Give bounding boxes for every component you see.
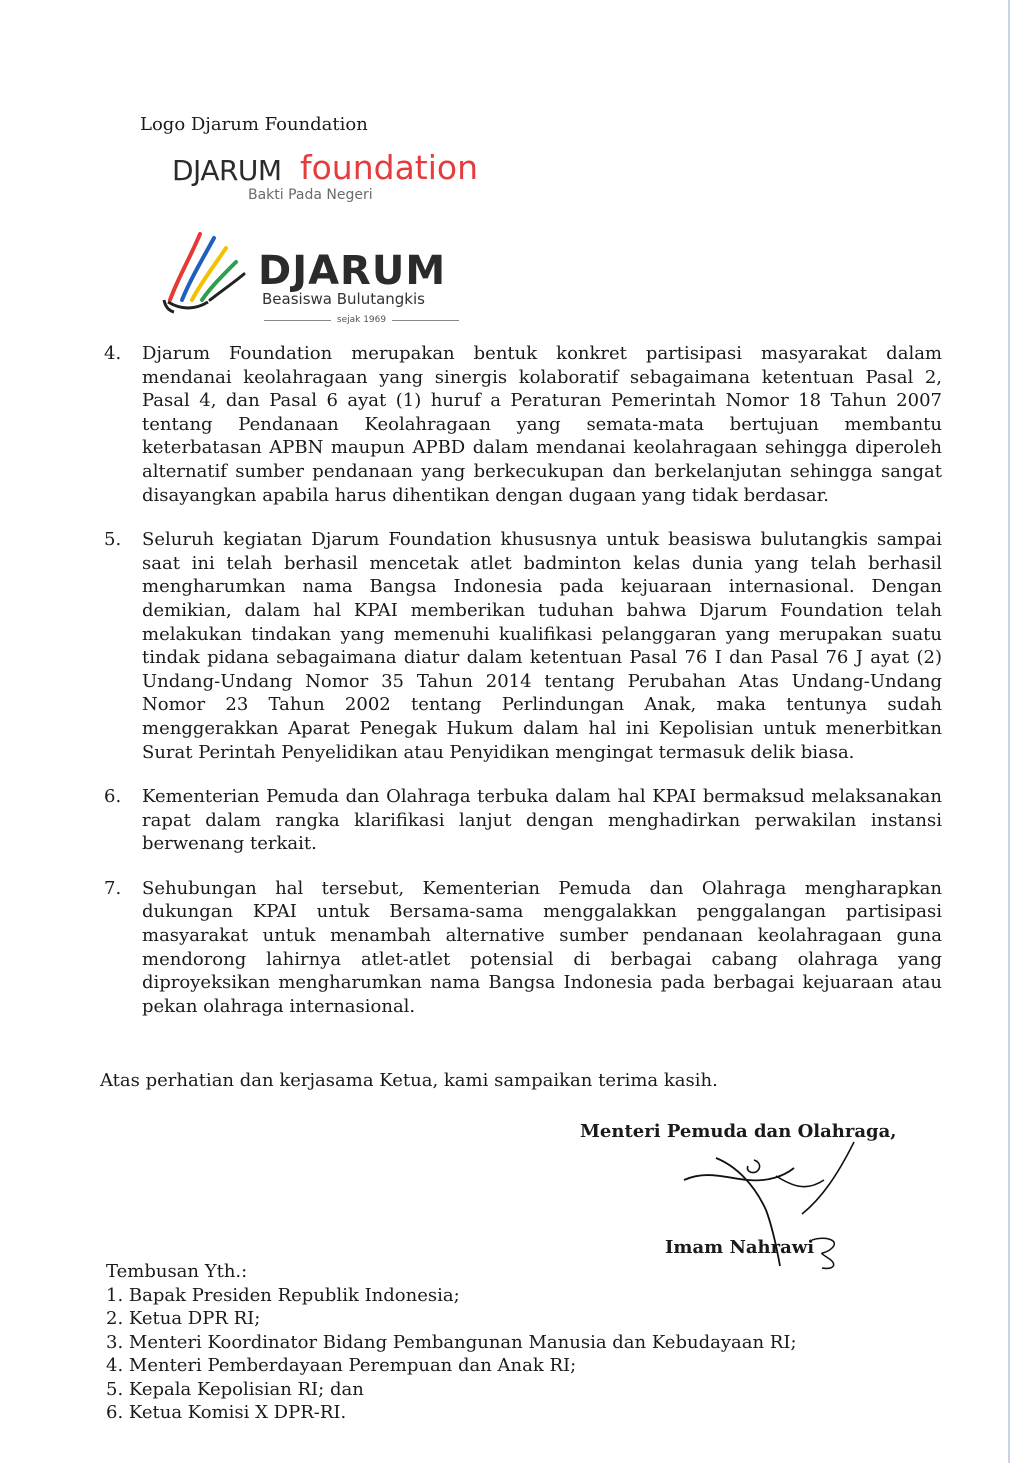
closing-line: Atas perhatian dan kerjasama Ketua, kami sampaikan terima kasih. bbox=[100, 1070, 718, 1091]
point-number: 4. bbox=[104, 343, 122, 364]
cc-item: 1. Bapak Presiden Republik Indonesia; bbox=[106, 1284, 460, 1306]
since-rule-right bbox=[392, 320, 459, 321]
point-text: Kementerian Pemuda dan Olahraga terbuka dalam hal KPAI bermaksud melaksanakan rapat dalam rangka klarifikasi lanjut dengan menghadirkan perwakilan instansi berwenang terkait. bbox=[142, 786, 942, 855]
point-text: Djarum Foundation merupakan bentuk konkret partisipasi masyarakat dalam mendanai keolahragaan yang sinergis kolaboratif sebagaimana ketentuan Pasal 2, Pasal 4, dan Pasal 6 ayat (1) huruf a Peraturan Pemerintah Nomor 18 Tahun 2007 tentang Pendanaan Keolahragaan yang semata-mata bertujuan membantu keterbatasan APBN maupun APBD dalam mendanai keolahragaan sehingga diperoleh alternatif sumber pendanaan yang berkecukupan dan berkelanjutan sehingga sangat disayangkan apabila harus dihentikan dengan dugaan yang tidak berdasar. bbox=[142, 343, 942, 506]
cc-item: 6. Ketua Komisi X DPR-RI. bbox=[106, 1402, 347, 1423]
cc-item: 5. Kepala Kepolisian RI; dan bbox=[106, 1378, 364, 1400]
logo-caption: Logo Djarum Foundation bbox=[140, 114, 368, 135]
point-number: 5. bbox=[104, 529, 122, 551]
logo1-brand: DJARUM bbox=[172, 154, 282, 187]
logo2-since bbox=[264, 315, 459, 325]
cc-heading: Tembusan Yth.: bbox=[106, 1261, 248, 1282]
logo1-tagline: Bakti Pada Negeri bbox=[248, 187, 373, 203]
page-edge-line bbox=[1008, 0, 1010, 1463]
point-item bbox=[104, 785, 942, 856]
point-number: 6. bbox=[104, 786, 122, 808]
numbered-points bbox=[104, 342, 942, 1039]
point-item bbox=[104, 528, 942, 764]
logo2-subtitle: Beasiswa Bulutangkis bbox=[262, 290, 425, 308]
point-item bbox=[104, 877, 942, 1019]
logo2-brand: DJARUM bbox=[258, 248, 447, 294]
point-text: Sehubungan hal tersebut, Kementerian Pemuda dan Olahraga mengharapkan dukungan KPAI untuk Bersama-sama menggalakkan penggalangan partisipasi masyarakat untuk menambah alternative sumber pendanaan keolahragaan guna mendorong lahirnya atlet-atlet potensial di berbagai cabang olahraga yang diproyeksikan mengharumkan nama Bangsa Indonesia pada berbagai kejuaraan atau pekan olahraga internasional. bbox=[142, 877, 942, 1017]
cc-item: 4. Menteri Pemberdayaan Perempuan dan Anak RI; bbox=[106, 1355, 577, 1376]
point-text: Seluruh kegiatan Djarum Foundation khususnya untuk beasiswa bulutangkis sampai saat ini telah berhasil mencetak atlet badminton kelas dunia yang telah berhasil mengharumkan nama Bangsa Indonesia pada kejuaraan internasional. Dengan demikian, dalam hal KPAI memberikan tuduhan bahwa Djarum Foundation telah melakukan tindakan yang memenuhi kualifikasi pelanggaran yang merupakan suatu tindak pidana sebagaimana diatur dalam ketentuan Pasal 76 I dan Pasal 76 J ayat (2) Undang-Undang Nomor 35 Tahun 2014 tentang Perubahan Atas Undang-Undang Nomor 23 Tahun 2002 tentang Perlindungan Anak, maka tentunya sudah menggerakkan Aparat Penegak Hukum dalam hal ini Kepolisian untuk menerbitkan Surat Perintah Penyelidikan atau Penyidikan mengingat termasuk delik biasa. bbox=[142, 529, 942, 763]
since-rule-left bbox=[264, 320, 331, 321]
carbon-copy-list bbox=[106, 1260, 797, 1425]
djarum-foundation-logo bbox=[172, 148, 492, 208]
shuttlecock-icon bbox=[160, 230, 256, 320]
logo1-foundation: foundation bbox=[300, 148, 479, 187]
signatory-title: Menteri Pemuda dan Olahraga, bbox=[580, 1121, 897, 1142]
point-item bbox=[104, 342, 942, 507]
signatory-name: Imam Nahrawi bbox=[665, 1237, 815, 1258]
djarum-beasiswa-logo bbox=[160, 230, 470, 330]
cc-item: 3. Menteri Koordinator Bidang Pembangunan Manusia dan Kebudayaan RI; bbox=[106, 1331, 797, 1353]
since-text: sejak 1969 bbox=[336, 315, 387, 325]
cc-item: 2. Ketua DPR RI; bbox=[106, 1308, 261, 1329]
point-number: 7. bbox=[104, 877, 122, 899]
